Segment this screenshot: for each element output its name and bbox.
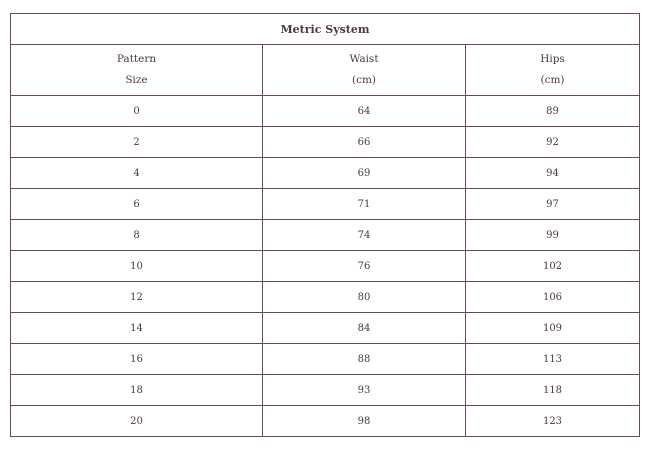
cell-size: 6	[11, 189, 263, 220]
header-hips-line2: (cm)	[540, 74, 565, 86]
cell-waist: 66	[263, 127, 466, 158]
cell-hips: 94	[466, 158, 640, 189]
header-hips-line1: Hips	[540, 53, 565, 65]
table-row	[11, 127, 640, 158]
cell-size: 16	[11, 344, 263, 375]
cell-hips: 123	[466, 406, 640, 437]
cell-waist: 71	[263, 189, 466, 220]
cell-waist: 98	[263, 406, 466, 437]
cell-hips: 102	[466, 251, 640, 282]
table-row	[11, 406, 640, 437]
cell-waist: 64	[263, 96, 466, 127]
cell-hips: 118	[466, 375, 640, 406]
table-row	[11, 158, 640, 189]
cell-waist: 69	[263, 158, 466, 189]
table-row	[11, 220, 640, 251]
cell-hips: 113	[466, 344, 640, 375]
header-waist	[263, 45, 466, 96]
size-chart-body	[11, 14, 640, 437]
cell-waist: 74	[263, 220, 466, 251]
cell-size: 10	[11, 251, 263, 282]
table-row	[11, 96, 640, 127]
cell-hips: 89	[466, 96, 640, 127]
cell-waist: 80	[263, 282, 466, 313]
cell-waist: 88	[263, 344, 466, 375]
cell-size: 2	[11, 127, 263, 158]
cell-hips: 109	[466, 313, 640, 344]
table-title-row	[11, 14, 640, 45]
cell-hips: 97	[466, 189, 640, 220]
cell-size: 20	[11, 406, 263, 437]
cell-size: 18	[11, 375, 263, 406]
cell-waist: 84	[263, 313, 466, 344]
header-pattern-size-line2: Size	[125, 74, 148, 86]
cell-waist: 76	[263, 251, 466, 282]
table-row	[11, 313, 640, 344]
table-row	[11, 375, 640, 406]
size-chart-table	[10, 13, 640, 437]
cell-hips: 99	[466, 220, 640, 251]
table-row	[11, 282, 640, 313]
table-header-row	[11, 45, 640, 96]
header-hips	[466, 45, 640, 96]
cell-size: 8	[11, 220, 263, 251]
table-row	[11, 344, 640, 375]
header-pattern-size-line1: Pattern	[116, 53, 157, 65]
cell-size: 12	[11, 282, 263, 313]
cell-size: 4	[11, 158, 263, 189]
table-title: Metric System	[11, 14, 640, 45]
cell-size: 0	[11, 96, 263, 127]
header-waist-line1: Waist	[349, 53, 379, 65]
cell-size: 14	[11, 313, 263, 344]
cell-waist: 93	[263, 375, 466, 406]
header-pattern-size	[11, 45, 263, 96]
table-row	[11, 189, 640, 220]
cell-hips: 92	[466, 127, 640, 158]
cell-hips: 106	[466, 282, 640, 313]
table-row	[11, 251, 640, 282]
header-waist-line2: (cm)	[351, 74, 377, 86]
